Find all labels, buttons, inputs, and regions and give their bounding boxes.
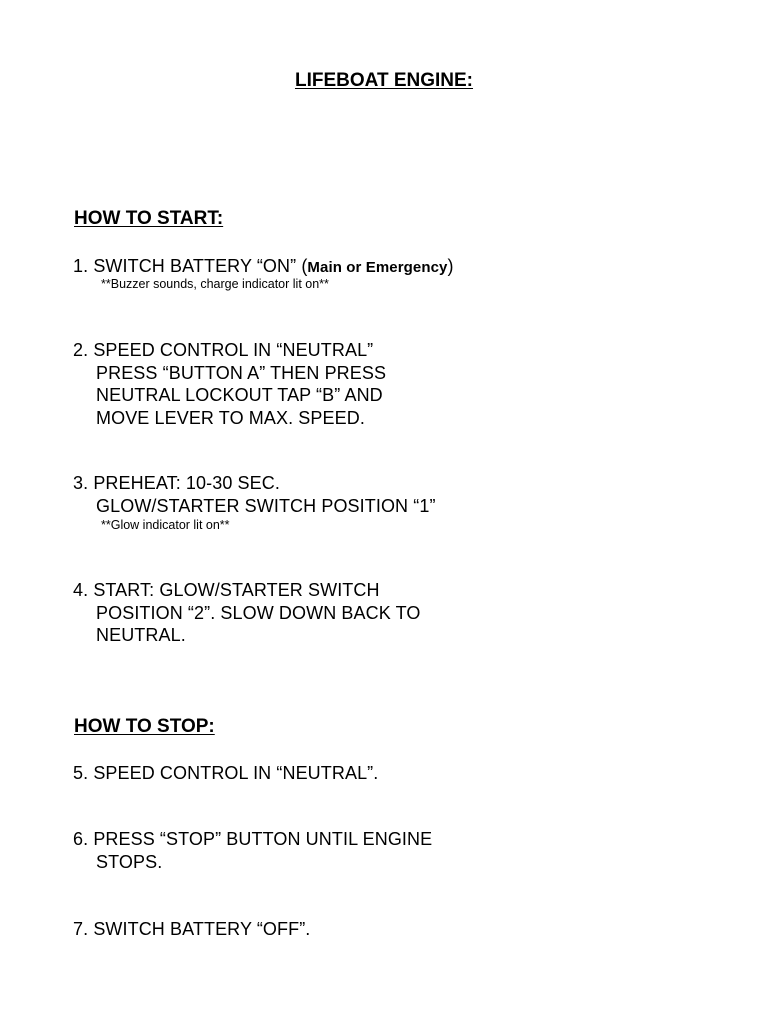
step-1-close: ) <box>447 256 454 276</box>
step-3-line-2: GLOW/STARTER SWITCH POSITION “1” <box>96 496 436 516</box>
step-4-line-3: NEUTRAL. <box>96 625 186 645</box>
stop-heading: HOW TO STOP: <box>74 716 215 737</box>
step-4-line-2: POSITION “2”. SLOW DOWN BACK TO <box>96 603 421 623</box>
document-title: LIFEBOAT ENGINE: <box>294 70 474 91</box>
step-1-line-1 <box>73 257 454 275</box>
step-2-line-4: MOVE LEVER TO MAX. SPEED. <box>96 408 365 428</box>
step-2-line-2: PRESS “BUTTON A” THEN PRESS <box>96 363 387 383</box>
step-5-line-1: 5. SPEED CONTROL IN “NEUTRAL”. <box>73 763 379 783</box>
step-2-line-1: 2. SPEED CONTROL IN “NEUTRAL” <box>73 340 374 360</box>
step-6-line-1: 6. PRESS “STOP” BUTTON UNTIL ENGINE <box>73 829 433 849</box>
start-heading: HOW TO START: <box>74 208 224 229</box>
step-7-line-1: 7. SWITCH BATTERY “OFF”. <box>73 919 311 939</box>
step-2-line-3: NEUTRAL LOCKOUT TAP “B” AND <box>96 385 383 405</box>
step-3-line-1: 3. PREHEAT: 10-30 SEC. <box>73 473 280 493</box>
step-6-line-2: STOPS. <box>96 852 163 872</box>
step-4-line-1: 4. START: GLOW/STARTER SWITCH <box>73 580 380 600</box>
step-1-text: 1. SWITCH BATTERY “ON” ( <box>73 256 308 276</box>
step-1-note: **Buzzer sounds, charge indicator lit on** <box>101 277 329 291</box>
step-3-note: **Glow indicator lit on** <box>101 518 230 532</box>
step-1-paren-text: Main or Emergency <box>307 259 448 276</box>
